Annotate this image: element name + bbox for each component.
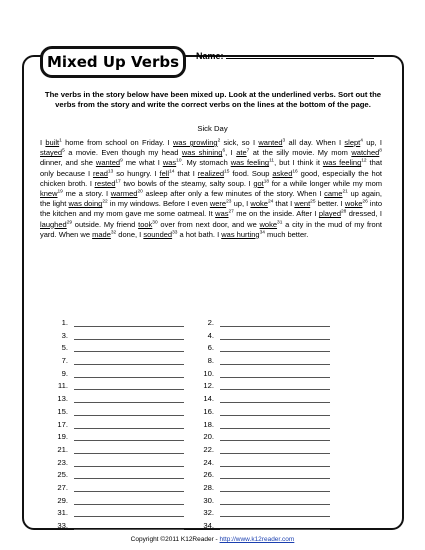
answer-item [196,331,330,340]
story-text-run: better. I [315,199,345,209]
answer-blank-line[interactable] [74,382,184,390]
story-text-run: outside. My friend [72,219,139,229]
answer-number: 14. [203,394,214,404]
underlined-verb: got [253,178,264,188]
name-field[interactable] [196,51,374,61]
answer-item [50,369,184,378]
answer-item [196,381,330,390]
answer-row [50,496,370,509]
story-text-run: home from school on Friday. I [61,138,173,147]
answer-number: 28. [203,482,214,492]
verb-number: 4 [360,138,363,144]
verb-number: 6 [222,148,226,154]
story-text-run: , but I think it [274,158,323,168]
answer-row [50,356,370,369]
verb-number: 16 [292,169,298,175]
answer-number: 34. [203,521,214,530]
story-title: Sick Day [197,124,228,133]
underlined-verb: was [215,209,229,219]
story-text-run: at the silly movie. My mom [249,148,352,158]
answer-row [50,445,370,458]
answer-number: 17. [57,419,68,429]
story-text-run: a hot bath. I [177,229,222,239]
verb-number: 22 [102,199,108,205]
answer-blank-line[interactable] [74,421,184,429]
answer-item [196,369,330,378]
story-text-run: me a story. I [62,189,111,199]
answer-row [50,381,370,394]
story-text-run: that I [174,168,198,178]
story-text-run: all day. When I [285,138,345,147]
answer-item [50,432,184,441]
answer-item [50,483,184,492]
answer-item [196,508,330,517]
answer-blank-line[interactable] [74,459,184,467]
verb-number: 25 [310,199,316,205]
verb-number: 7 [246,148,250,154]
answer-number: 25. [57,470,68,480]
story-text-run: good, especially the hot chicken broth. I [40,168,382,188]
story-text-run: dressed, I [346,209,382,219]
answer-blank-line[interactable] [220,319,330,327]
answer-item [196,394,330,403]
answer-number: 27. [57,482,68,492]
underlined-verb: asked [272,168,293,178]
underlined-verb: was shining [181,148,223,158]
answer-item [50,508,184,517]
verb-number: 23 [226,199,232,205]
answer-blank-line[interactable] [220,332,330,340]
answer-blank-line[interactable] [74,471,184,479]
story-text-run: asleep after only a few minutes of the story. When I [142,189,325,199]
answer-item [196,343,330,352]
answer-number: 2. [207,318,214,327]
answer-item [196,483,330,492]
underlined-verb: wanted [95,158,121,168]
answer-blank-line[interactable] [220,421,330,429]
story-text-run: dinner, and she [40,158,96,168]
answer-item [196,407,330,416]
answer-number: 4. [207,330,214,340]
verb-number: 28 [341,209,347,215]
answer-number: 19. [57,432,68,442]
answer-blank-line[interactable] [220,370,330,378]
verb-number: 5 [62,148,65,154]
answer-number: 5. [61,343,68,353]
answer-row [50,458,370,471]
underlined-verb: woke [259,219,278,229]
answer-number: 26. [203,470,214,480]
answer-number: 12. [203,381,214,391]
underlined-verb: knew [40,189,58,199]
verb-number: 20 [137,189,143,195]
story-text-run: for a while longer while my mom [269,178,382,188]
answer-item [50,343,184,352]
underlined-verb: woke [344,199,363,209]
footer [0,536,425,543]
name-blank-line[interactable] [226,51,374,59]
answer-row [50,508,370,521]
answer-item [50,420,184,429]
answer-number: 7. [61,356,68,366]
underlined-verb: fell [159,168,170,178]
answer-blank-line[interactable] [74,408,184,416]
answer-blank-line[interactable] [220,484,330,492]
answer-number: 23. [57,457,68,467]
story-text-run: food. Soup [229,168,273,178]
underlined-verb: took [138,219,153,229]
verb-number: 29 [66,220,73,226]
website-link[interactable]: http://www.k12reader.com [219,536,295,543]
answer-item [50,318,184,327]
verb-number: 24 [267,199,274,205]
underlined-verb: was feeling [230,158,270,168]
answer-number: 11. [57,381,68,391]
answer-item [196,445,330,454]
answer-item [50,470,184,479]
story-text-run: two bowls of the steamy, salty soup. I [120,178,254,188]
answer-number: 8. [207,356,214,366]
underlined-verb: watched [351,148,380,158]
underlined-verb: realized [197,168,225,178]
answer-row [50,470,370,483]
verb-number: 13 [107,169,114,175]
answer-number: 30. [203,495,214,505]
answer-row [50,394,370,407]
copyright-text: Copyright ©2011 K12Reader - [130,536,220,543]
underlined-verb: were [209,199,227,209]
answer-blank-line[interactable] [74,522,184,530]
answer-number: 9. [61,368,68,378]
answer-blank-line[interactable] [74,344,184,352]
answer-blank-line[interactable] [74,509,184,517]
answer-item [50,458,184,467]
answer-number: 1. [61,318,68,327]
underlined-verb: sounded [143,229,173,239]
story-text-run: that I [273,199,295,209]
answer-blank-line[interactable] [74,446,184,454]
answer-item [50,381,184,390]
verb-number: 14 [169,169,175,175]
story-text-run: in my windows. Before I even [107,199,210,209]
answer-blank-line[interactable] [220,522,330,530]
verb-number: 1 [59,138,62,144]
answer-number: 18. [203,419,214,429]
worksheet-title: Mixed Up Verbs [40,46,186,78]
answer-row [50,483,370,496]
answer-blank-line[interactable] [220,395,330,403]
answer-blank-line[interactable] [74,357,184,365]
answer-item [196,458,330,467]
verb-number: 18 [263,179,270,185]
underlined-verb: was doing [68,199,103,209]
answer-blank-line[interactable] [74,497,184,505]
answer-number: 20. [203,432,214,442]
answer-blank-line[interactable] [220,433,330,441]
answer-item [50,356,184,365]
answer-number: 6. [207,343,214,353]
answer-blank-line[interactable] [220,446,330,454]
answer-blank-line[interactable] [220,459,330,467]
answer-number: 15. [57,406,68,416]
underlined-verb: slept [344,138,361,147]
verb-number: 26 [362,199,368,205]
answer-number: 31. [57,508,68,518]
answer-item [50,496,184,505]
verb-number: 33 [172,230,178,236]
verb-number: 8 [379,148,382,154]
answer-item [196,420,330,429]
answer-blank-line[interactable] [74,370,184,378]
verb-number: 34 [259,230,265,236]
underlined-verb: wanted [258,138,283,147]
verb-number: 19 [57,189,63,195]
story-text-run: me what I [122,158,163,168]
answer-blank-line[interactable] [220,357,330,365]
answer-number: 22. [203,444,214,454]
answer-number: 3. [61,330,68,340]
verb-number: 2 [217,138,221,144]
story-text-run: me on the inside. After I [233,209,319,219]
answer-row [50,432,370,445]
answer-number: 21. [57,444,68,454]
answer-number: 16. [203,406,214,416]
answer-blank-line[interactable] [220,344,330,352]
verb-number: 15 [224,169,230,175]
answer-item [50,331,184,340]
underlined-verb: was feeling [322,158,362,168]
story-text [40,138,382,240]
verb-number: 32 [110,230,117,236]
answer-blank-line[interactable] [220,382,330,390]
answer-blank-line[interactable] [220,471,330,479]
verb-number: 12 [361,158,367,164]
underlined-verb: built [45,138,60,147]
answer-row [50,369,370,382]
verb-number: 9 [120,158,123,164]
answer-number: 33. [57,521,68,530]
story-text-run: I [40,138,46,147]
underlined-verb: rested [94,178,116,188]
underlined-verb: was growling [173,138,218,147]
answer-item [50,394,184,403]
story-text-run: over from next door, and we [157,219,260,229]
verb-number: 11 [269,158,275,164]
answer-item [196,496,330,505]
answer-item [50,521,184,530]
answer-lines [50,318,370,534]
name-label: Name: [196,51,224,61]
underlined-verb: was hurting [221,229,260,239]
story-text-run: sick, so I [220,138,259,147]
story-text-run: a movie. Even though my head [64,148,182,158]
underlined-verb: made [92,229,111,239]
answer-blank-line[interactable] [74,332,184,340]
answer-row [50,331,370,344]
answer-row [50,420,370,433]
story-text-run: much better. [264,229,309,239]
story-text-run: . My stomach [181,158,231,168]
answer-blank-line[interactable] [74,395,184,403]
underlined-verb: stayed [40,148,63,158]
answer-blank-line[interactable] [74,484,184,492]
verb-number: 27 [228,209,234,215]
answer-number: 32. [203,508,214,518]
answer-blank-line[interactable] [74,319,184,327]
underlined-verb: ate [236,148,247,158]
answer-item [196,470,330,479]
answer-item [196,432,330,441]
underlined-verb: was [162,158,177,168]
instructions: The verbs in the story below have been mixed up. Look at the underlined verbs. Sort out the verbs from the story and write the correct verbs on the lines at the bottom of the page. [44,90,382,109]
answer-number: 29. [57,495,68,505]
story-text-run: up, I [231,199,251,209]
underlined-verb: read [92,168,108,178]
story-text-run: up again, the light [40,189,382,209]
story-text-run: so hungry. I [113,168,160,178]
answer-blank-line[interactable] [220,497,330,505]
answer-item [196,521,330,530]
answer-row [50,521,370,534]
answer-blank-line[interactable] [220,509,330,517]
answer-row [50,407,370,420]
story-text-run: , I [225,148,237,158]
answer-row [50,318,370,331]
story-text-run: done, I [116,229,144,239]
verb-number: 17 [115,179,121,185]
story-text-run: a city in the mud of my front yard. When we [40,219,382,239]
answer-number: 13. [57,394,68,404]
verb-number: 3 [282,138,286,144]
verb-number: 10 [176,158,182,164]
answer-number: 10. [203,368,214,378]
underlined-verb: laughed [40,219,67,229]
answer-item [196,318,330,327]
verb-number: 21 [342,189,348,195]
underlined-verb: woke [250,199,268,209]
answer-row [50,343,370,356]
answer-blank-line[interactable] [220,408,330,416]
underlined-verb: went [294,199,311,209]
story-text-run: into the kitchen and my mom gave me some oatmeal. It [40,199,383,219]
answer-item [50,445,184,454]
underlined-verb: came [324,189,343,199]
answer-number: 24. [203,457,214,467]
answer-item [196,356,330,365]
verb-number: 31 [277,220,283,226]
story-text-run: up, I [362,138,383,147]
underlined-verb: warmed [110,189,138,199]
underlined-verb: played [318,209,342,219]
verb-number: 30 [152,220,158,226]
story-text-run: that only because I [40,158,383,178]
answer-blank-line[interactable] [74,433,184,441]
answer-item [50,407,184,416]
